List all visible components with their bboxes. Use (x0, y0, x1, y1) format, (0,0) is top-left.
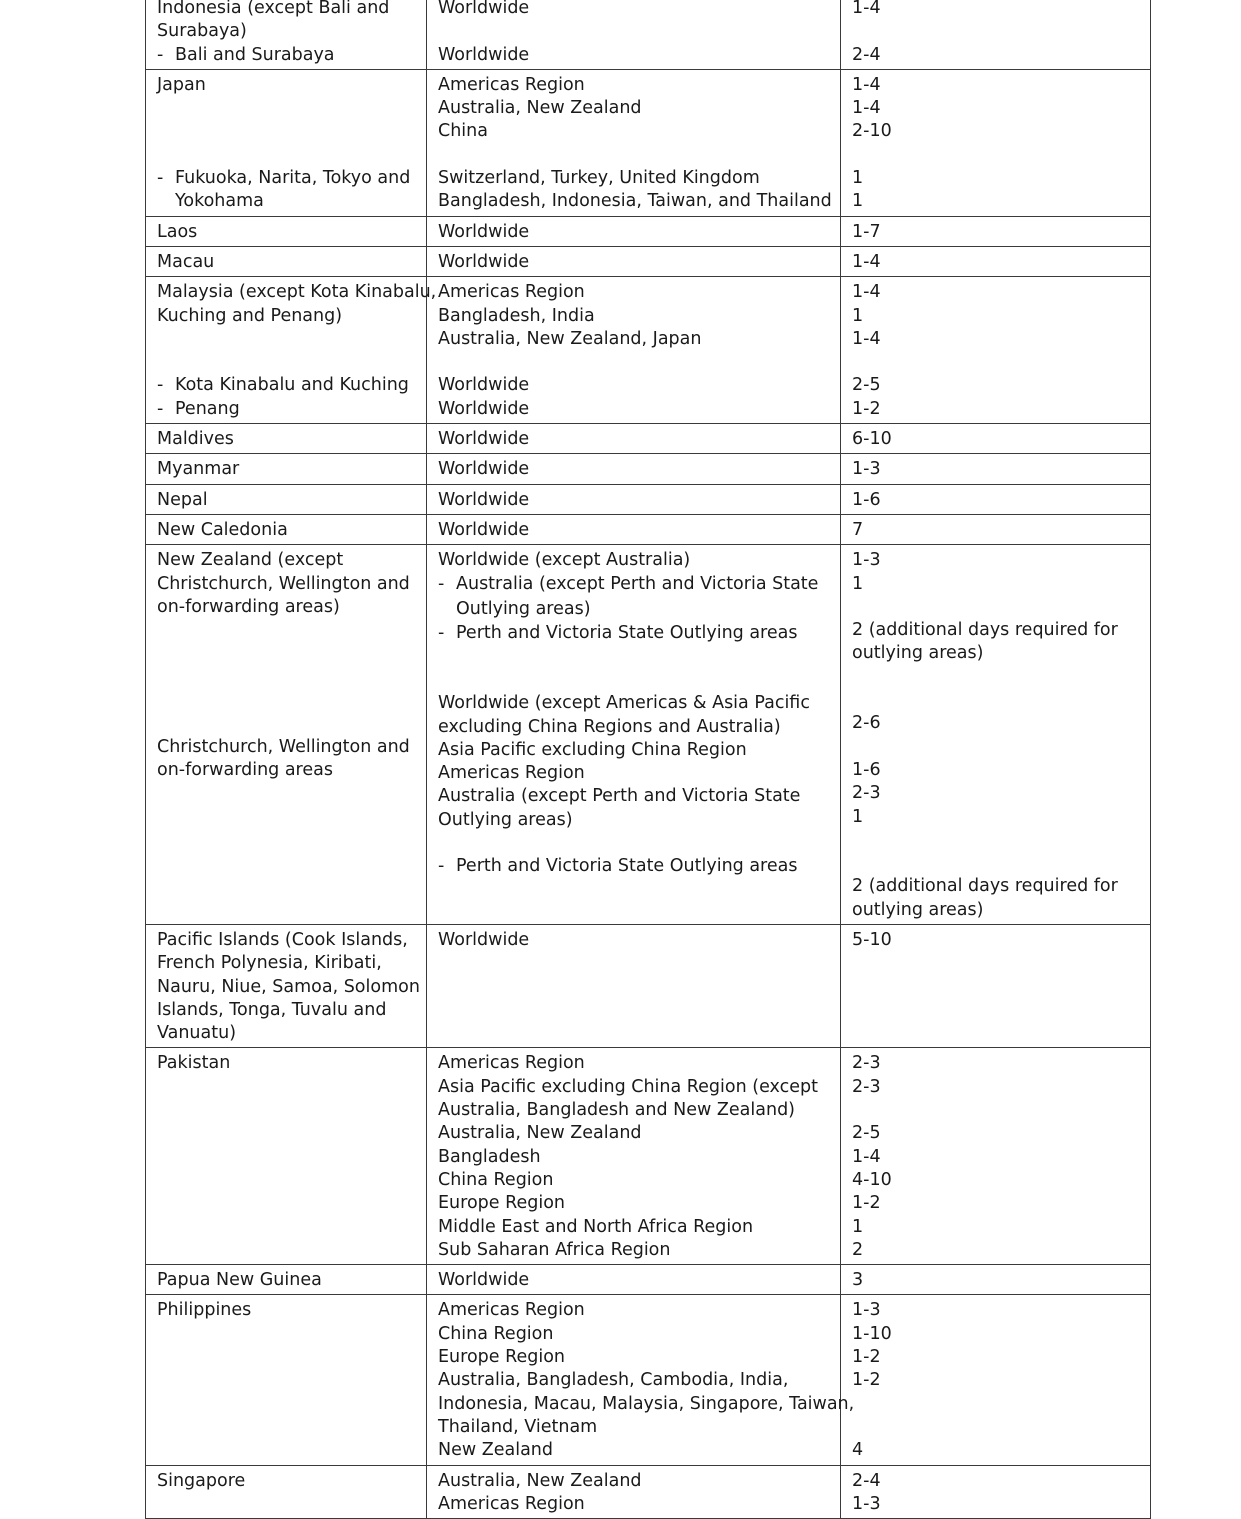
cell-line: Asia Pacific excluding China Region (438, 739, 747, 760)
cell-spacer (157, 1393, 416, 1416)
country-cell (146, 484, 427, 514)
transit-days-cell (841, 1465, 1151, 1519)
table-row (146, 0, 1151, 69)
country-cell (146, 277, 437, 424)
cell-line: 2-5 (852, 1123, 881, 1144)
country-cell (146, 0, 427, 69)
cell-line: 1-7 (852, 221, 881, 242)
origin-cell (427, 484, 841, 514)
cell-spacer (852, 1416, 1140, 1439)
cell-line: 1-3 (852, 550, 881, 571)
cell-line: Japan (157, 74, 206, 95)
country-cell (146, 924, 427, 1047)
cell-spacer (157, 328, 416, 351)
cell-line: 2-3 (852, 1076, 881, 1097)
cell-spacer (157, 120, 416, 143)
cell-line: Macau (157, 251, 215, 272)
cell-line: 1 (852, 573, 864, 594)
cell-line: Australia, New Zealand (438, 98, 642, 119)
cell-line: Europe Region (438, 1193, 566, 1214)
origin-cell (427, 0, 841, 69)
cell-line: Worldwide (438, 929, 530, 950)
country-cell (146, 1265, 427, 1295)
cell-line: 1-4 (852, 0, 881, 18)
transit-days-cell (841, 0, 1151, 69)
cell-spacer (157, 1493, 416, 1516)
transit-days-cell (841, 924, 1151, 1047)
cell-line: Outlying areas) (438, 809, 573, 830)
cell-spacer (157, 1323, 416, 1346)
cell-line: 1-4 (852, 1146, 881, 1167)
cell-line: - Kota Kinabalu and Kuching (157, 374, 416, 397)
table-row (146, 545, 1151, 925)
cell-line: 2 (additional days required for (852, 620, 1118, 641)
cell-spacer (852, 666, 1140, 689)
cell-line: 1-4 (852, 74, 881, 95)
table-row (146, 484, 1151, 514)
cell-line: Worldwide (438, 489, 530, 510)
cell-line: Europe Region (438, 1347, 566, 1368)
country-cell (146, 1465, 427, 1519)
cell-line: Worldwide (except Australia) (438, 550, 691, 571)
cell-line: China Region (438, 1323, 554, 1344)
transit-times-table (145, 0, 1151, 1519)
table-row (146, 69, 1151, 216)
origin-cell (427, 1465, 841, 1519)
cell-line: outlying areas) (852, 899, 984, 920)
cell-line: 6-10 (852, 429, 892, 450)
cell-line: 2 (additional days required for (852, 876, 1118, 897)
origin-cell (427, 1295, 855, 1465)
country-cell (146, 514, 427, 544)
cell-spacer (438, 351, 830, 374)
transit-days-cell (841, 277, 1151, 424)
cell-line: - Fukuoka, Narita, Tokyo and (157, 167, 416, 190)
cell-line: Americas Region (438, 1300, 585, 1321)
cell-line: China Region (438, 1169, 554, 1190)
origin-cell (427, 1265, 841, 1295)
cell-line: 2-4 (852, 44, 881, 65)
cell-line: Surabaya) (157, 21, 247, 42)
cell-line: China (438, 121, 488, 142)
origin-cell (427, 1048, 841, 1265)
transit-days-cell (841, 216, 1151, 246)
cell-spacer (157, 875, 416, 898)
cell-line: 1-4 (852, 282, 881, 303)
table-row (146, 454, 1151, 484)
cell-line: Australia (except Perth and Victoria State (438, 786, 801, 807)
country-cell (146, 424, 427, 454)
cell-line: 2-3 (852, 783, 881, 804)
cell-spacer (438, 669, 830, 692)
cell-line: 1-3 (852, 1300, 881, 1321)
cell-line: New Zealand (except (157, 550, 344, 571)
cell-line: Bangladesh, Indonesia, Taiwan, and Thailand (438, 191, 832, 212)
cell-spacer (157, 1239, 416, 1262)
cell-line: 2-5 (852, 375, 881, 396)
cell-line: 1-3 (852, 459, 881, 480)
cell-spacer (438, 646, 830, 669)
table-row (146, 1465, 1151, 1519)
cell-line: Malaysia (except Kota Kinabalu, (157, 282, 437, 303)
cell-line: Kuching and Penang) (157, 305, 343, 326)
origin-cell (427, 545, 841, 925)
country-cell (146, 246, 427, 276)
cell-spacer (438, 20, 830, 43)
cell-spacer (157, 1346, 416, 1369)
cell-line: Pakistan (157, 1053, 231, 1074)
cell-line: Maldives (157, 429, 234, 450)
cell-line: 2-3 (852, 1053, 881, 1074)
cell-line: Indonesia, Macau, Malaysia, Singapore, Taiwan, (438, 1393, 855, 1414)
transit-days-cell (841, 454, 1151, 484)
cell-line: Worldwide (438, 0, 530, 18)
cell-line: - Perth and Victoria State Outlying areas (438, 622, 830, 645)
cell-line: Worldwide (438, 251, 530, 272)
cell-spacer (157, 1099, 416, 1122)
cell-line: 4 (852, 1440, 864, 1461)
origin-cell (427, 246, 841, 276)
origin-cell (427, 514, 841, 544)
cell-spacer (852, 736, 1140, 759)
table-row (146, 216, 1151, 246)
cell-spacer (157, 1122, 416, 1145)
cell-spacer (157, 1169, 416, 1192)
cell-line: 1 (852, 168, 864, 189)
table-body (146, 0, 1151, 1519)
cell-line: Worldwide (438, 429, 530, 450)
cell-spacer (157, 689, 416, 712)
cell-line: Americas Region (438, 74, 585, 95)
transit-days-cell (841, 514, 1151, 544)
cell-spacer (438, 144, 830, 167)
cell-line: Yokohama (175, 191, 264, 212)
cell-line: Bangladesh, India (438, 305, 595, 326)
cell-line: Worldwide (438, 459, 530, 480)
table-row (146, 1265, 1151, 1295)
transit-days-cell (841, 1265, 1151, 1295)
cell-spacer (157, 1439, 416, 1462)
cell-line: outlying areas) (852, 643, 984, 664)
cell-line: Philippines (157, 1300, 252, 1321)
cell-line: Americas Region (438, 763, 585, 784)
country-cell (146, 545, 427, 925)
cell-line: Australia, Bangladesh and New Zealand) (438, 1100, 796, 1121)
transit-days-cell (841, 1295, 1151, 1465)
country-cell (146, 216, 427, 246)
country-cell (146, 1048, 427, 1265)
cell-line: Australia, New Zealand (438, 1123, 642, 1144)
cell-line: Australia, New Zealand, Japan (438, 328, 702, 349)
cell-line: 1-2 (852, 398, 881, 419)
cell-spacer (852, 1393, 1140, 1416)
cell-line: Worldwide (438, 44, 530, 65)
cell-spacer (157, 1369, 416, 1392)
cell-line: Australia, New Zealand (438, 1470, 642, 1491)
transit-days-cell (841, 545, 1151, 925)
cell-line: Worldwide (except Americas & Asia Pacific (438, 693, 810, 714)
transit-days-cell (841, 484, 1151, 514)
cell-spacer (157, 619, 416, 642)
cell-spacer (852, 689, 1140, 712)
cell-line: Worldwide (438, 1270, 530, 1291)
cell-line: Vanuatu) (157, 1023, 237, 1044)
cell-spacer (852, 20, 1140, 43)
cell-spacer (157, 642, 416, 665)
cell-spacer (157, 1216, 416, 1239)
transit-days-cell (841, 424, 1151, 454)
cell-line: 1-4 (852, 328, 881, 349)
cell-line: 1-2 (852, 1347, 881, 1368)
cell-line: Worldwide (438, 398, 530, 419)
cell-line: 1 (852, 806, 864, 827)
cell-line: 1-6 (852, 489, 881, 510)
origin-cell (427, 69, 841, 216)
cell-line: Nepal (157, 489, 208, 510)
cell-line: 1 (852, 1216, 864, 1237)
cell-line: 1-4 (852, 251, 881, 272)
table-row (146, 514, 1151, 544)
cell-line: 1-3 (852, 1493, 881, 1514)
cell-line: on-forwarding areas) (157, 596, 340, 617)
cell-spacer (157, 1192, 416, 1215)
cell-line: 2 (852, 1239, 864, 1260)
cell-line: Asia Pacific excluding China Region (except (438, 1076, 818, 1097)
cell-line: - Penang (157, 398, 416, 421)
cell-line: Worldwide (438, 221, 530, 242)
cell-line: Outlying areas) (456, 598, 591, 619)
cell-line: New Caledonia (157, 519, 288, 540)
cell-line: Australia, Bangladesh, Cambodia, India, (438, 1370, 789, 1391)
cell-line: Myanmar (157, 459, 240, 480)
cell-line: Worldwide (438, 519, 530, 540)
cell-line: New Zealand (438, 1440, 553, 1461)
cell-line: 1 (852, 305, 864, 326)
cell-line: 1-4 (852, 98, 881, 119)
transit-days-cell (841, 246, 1151, 276)
cell-spacer (438, 879, 830, 902)
cell-spacer (852, 351, 1140, 374)
cell-line: 5-10 (852, 929, 892, 950)
transit-days-cell (841, 1048, 1151, 1265)
cell-line: Bangladesh (438, 1146, 541, 1167)
cell-line: Indonesia (except Bali and (157, 0, 390, 18)
country-cell (146, 69, 427, 216)
origin-cell (427, 277, 841, 424)
table-row (146, 246, 1151, 276)
table-row (146, 424, 1151, 454)
cell-line: Singapore (157, 1470, 246, 1491)
cell-line: 2-10 (852, 121, 892, 142)
cell-line: Christchurch, Wellington and (157, 736, 410, 757)
cell-line: 7 (852, 519, 864, 540)
cell-spacer (157, 97, 416, 120)
cell-spacer (852, 829, 1140, 852)
cell-spacer (852, 852, 1140, 875)
cell-line: 1-6 (852, 759, 881, 780)
cell-spacer (852, 144, 1140, 167)
cell-spacer (157, 351, 416, 374)
cell-spacer (157, 144, 416, 167)
table-row (146, 1295, 1151, 1465)
origin-cell (427, 454, 841, 484)
cell-spacer (157, 666, 416, 689)
cell-line: Papua New Guinea (157, 1270, 322, 1291)
cell-line: 1-2 (852, 1193, 881, 1214)
cell-spacer (438, 832, 830, 855)
cell-line: 4-10 (852, 1169, 892, 1190)
origin-cell (427, 216, 841, 246)
cell-line: Americas Region (438, 1493, 585, 1514)
cell-line: 3 (852, 1270, 864, 1291)
cell-spacer (157, 829, 416, 852)
cell-spacer (157, 1146, 416, 1169)
cell-line: - Bali and Surabaya (157, 44, 416, 67)
cell-line: 1-2 (852, 1370, 881, 1391)
cell-line: 2-4 (852, 1470, 881, 1491)
cell-line: Laos (157, 221, 198, 242)
cell-line: 2-6 (852, 713, 881, 734)
cell-line: Worldwide (438, 375, 530, 396)
cell-line: Christchurch, Wellington and (157, 573, 410, 594)
cell-line: on-forwarding areas (157, 759, 333, 780)
cell-line: Pacific Islands (Cook Islands, (157, 929, 408, 950)
cell-spacer (157, 712, 416, 735)
table-row (146, 924, 1151, 1047)
cell-line: excluding China Regions and Australia) (438, 716, 781, 737)
table-row (146, 1048, 1151, 1265)
cell-spacer (157, 1416, 416, 1439)
country-cell (146, 454, 427, 484)
cell-line: Sub Saharan Africa Region (438, 1239, 671, 1260)
cell-line: Americas Region (438, 282, 585, 303)
cell-line: Islands, Tonga, Tuvalu and (157, 999, 387, 1020)
origin-cell (427, 924, 841, 1047)
cell-line: Nauru, Niue, Samoa, Solomon (157, 976, 420, 997)
cell-line: - Australia (except Perth and Victoria State (438, 573, 830, 596)
cell-spacer (157, 1076, 416, 1099)
cell-line: Switzerland, Turkey, United Kingdom (438, 168, 760, 189)
cell-line: Thailand, Vietnam (438, 1416, 598, 1437)
transit-days-cell (841, 69, 1151, 216)
country-cell (146, 1295, 427, 1465)
origin-cell (427, 424, 841, 454)
cell-line: Americas Region (438, 1053, 585, 1074)
cell-spacer (157, 806, 416, 829)
cell-spacer (157, 852, 416, 875)
table-row (146, 277, 1151, 424)
cell-spacer (157, 782, 416, 805)
cell-spacer (852, 1099, 1140, 1122)
cell-spacer (852, 596, 1140, 619)
cell-line: 1 (852, 191, 864, 212)
cell-line: Middle East and North Africa Region (438, 1216, 754, 1237)
cell-line: French Polynesia, Kiribati, (157, 953, 382, 974)
cell-line: 1-10 (852, 1323, 892, 1344)
cell-line: - Perth and Victoria State Outlying areas (438, 855, 830, 878)
